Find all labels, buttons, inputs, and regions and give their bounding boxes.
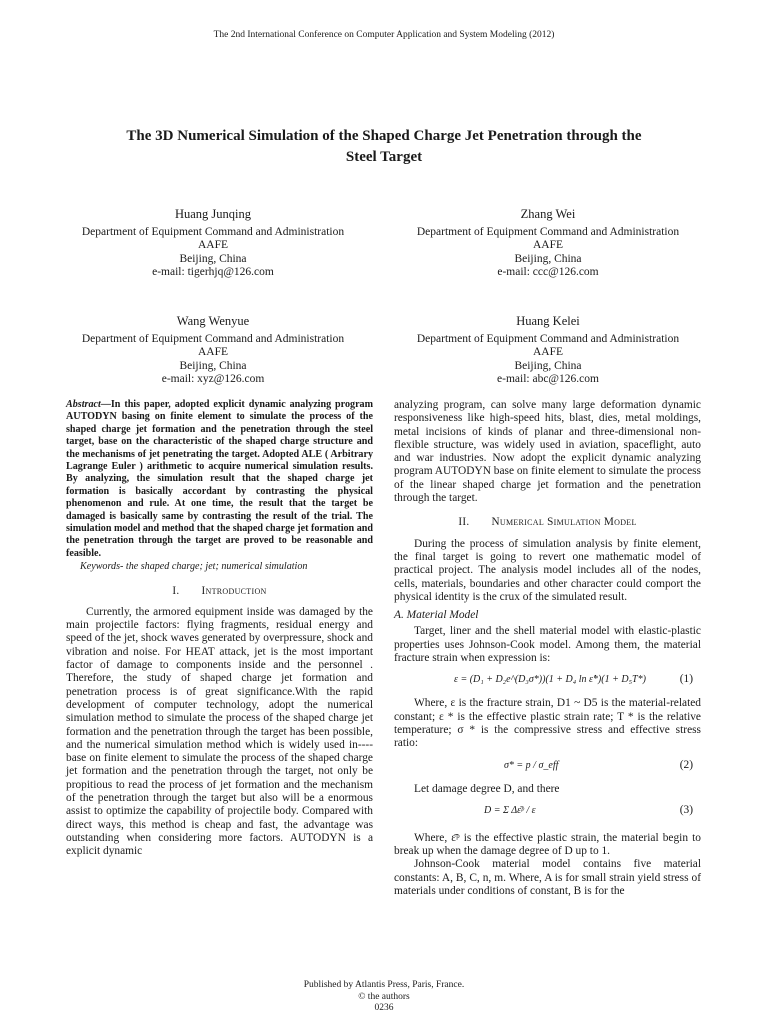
author-org: AAFE (197, 239, 229, 252)
keywords: Keywords- the shaped charge; jet; numerical simulation (80, 561, 308, 573)
equation-number: (1) (679, 673, 693, 686)
equation-formula: σ* = p / σ_eff (504, 759, 559, 771)
publisher-line: Published by Atlantis Press, Paris, France. (303, 980, 465, 990)
damage-paragraph: Let damage degree D, and there (414, 782, 560, 795)
author-block-3 (53, 315, 373, 387)
copyright-line: © the authors (358, 991, 410, 1002)
title-line-1: The 3D Numerical Simulation of the Shaped Charge Jet Penetration through the (126, 128, 642, 144)
johnson-cook-paragraph: Johnson-Cook material model contains five material constants: A, B, C, n, m. Where, A is for small strain yield stress of materials under conditions of constant, B is for the (394, 858, 701, 898)
author-block-2 (388, 208, 708, 280)
author-dept: Department of Equipment Command and Administration (81, 225, 345, 238)
equation-3 (394, 800, 701, 828)
model-paragraph: During the process of simulation analysis by finite element, the final target is going to revert one mathematic model of practical project. The analysis model includes all of the nodes, cells, materials, boundaries and other character could comport the physical identity is the crux of the simulated result. (394, 537, 701, 603)
author-block-4 (388, 315, 708, 387)
where-paragraph-1: Where, ε is the fracture strain, D1 ~ D5 is the material-related constant; ε * is the effective plastic strain rate; T * is the relative temperature; σ * is the compressive stress and effective stress ratio: (394, 697, 701, 750)
subsection-heading-material: A. Material Model (394, 609, 479, 622)
author-name: Huang Kelei (516, 314, 580, 328)
where-paragraph-3: Where, ε̄ᵖ is the effective plastic strain, the material begin to break up when the damage degree of D up to 1. (394, 831, 701, 858)
author-email: e-mail: abc@126.com (497, 373, 599, 386)
section-number: I. (172, 584, 180, 597)
author-city: Beijing, China (514, 252, 582, 265)
section-title: Introduction (201, 584, 267, 597)
material-paragraph: Target, liner and the shell material model with elastic-plastic properties uses Johnson-Cook model. Among them, the material fracture strain when expression is: (394, 625, 701, 665)
author-city: Beijing, China (179, 252, 247, 265)
section-number: II. (458, 516, 470, 529)
page-footer (0, 980, 768, 1015)
paper-title (60, 126, 708, 168)
equation-1 (394, 669, 701, 693)
title-line-2: Steel Target (345, 149, 423, 165)
author-org: AAFE (532, 239, 564, 252)
equation-number: (2) (679, 758, 693, 771)
abstract-body: —In this paper, adopted explicit dynamic analyzing program AUTODYN basing on finite element to simulate the process of the shaped charge jet formation and the penetration through the steel target, base on the characteristic of the shaped charge structure and the mechanisms of jet penetrating the target. Adopted ALE ( Arbitrary Lagrange Euler ) arithmetic to acquire numerical simulation results. By analyzing, the simulation result that the shaped charge jet formation is basically accordant by contrasting the physical phenomenon and rule. At one time, the result that the target be damaged is basically same by contrasting the result of the trial. The simulation model and method that the shaped charge jet formation and the penetration through the target are proved to be reasonable and feasible. (66, 399, 373, 559)
author-dept: Department of Equipment Command and Administration (81, 332, 345, 345)
author-org: AAFE (532, 346, 564, 359)
author-name: Wang Wenyue (176, 314, 250, 328)
author-dept: Department of Equipment Command and Administration (416, 225, 680, 238)
author-org: AAFE (197, 346, 229, 359)
author-name: Zhang Wei (520, 207, 576, 221)
equation-2 (394, 755, 701, 779)
author-city: Beijing, China (514, 359, 582, 372)
abstract (66, 399, 373, 560)
abstract-lead: Abstract (66, 399, 101, 410)
conference-header: The 2nd International Conference on Computer Application and System Modeling (2012) (213, 30, 555, 40)
equation-number: (3) (679, 803, 693, 816)
author-block-1 (53, 208, 373, 280)
section-heading-model (394, 516, 701, 529)
section-heading-introduction (66, 585, 373, 598)
author-email: e-mail: xyz@126.com (161, 373, 265, 386)
author-email: e-mail: ccc@126.com (497, 266, 599, 279)
intro-paragraph: Currently, the armored equipment inside was damaged by the main projectile factors: flying fragments, residual energy and speed of the jet, shock waves generated by overpressure, shock and vibration and noise. For HEAT attack, jet is the most important factor of damage to components inside and the personnel . Therefore, the study of shaped charge jet formation and penetration process is of great significance.With the rapid development of computer technology, adopt the numerical simulation method to simulate the process of the shaped charge jet formation and the penetration through the target has been possible, and the numerical simulation method which is widely used in---- base on finite element to simulate the process of the shaped charge jet formation and the penetration through the target, not only be propitious to read the process of jet formation and the mechanism of the penetration through the target but also will be a enormous assist to optimize the capability of projectile body. Compared with direct ways, this method is cheap and fast, the advantage was outstanding when considering more factors. AUTODYN is a explicit dynamic (66, 605, 373, 858)
equation-formula: ε = (D₁ + D₂e^(D₃σ*))(1 + D₄ ln ε̇*)(1 + D₅T*) (454, 674, 646, 686)
right-paragraph-1: analyzing program, can solve many large deformation dynamic responsiveness like high-speed hits, blast, dies, metal moldings, metal incisions of kinds of planar and three-dimensional non-flexible structure, was widely used in aviation, spaceflight, auto and war industries. Now adopt the explicit dynamic analyzing program AUTODYN base on finite element to simulate the process of the linear shaped charge jet formation and the penetration through the target. (394, 399, 701, 505)
right-column (394, 399, 701, 898)
section-title: Numerical Simulation Model (491, 516, 637, 529)
equation-formula: D = Σ Δε̄ᵖ / ε (484, 804, 536, 816)
page-number: 0236 (374, 1003, 394, 1013)
author-dept: Department of Equipment Command and Administration (416, 332, 680, 345)
author-city: Beijing, China (179, 359, 247, 372)
author-email: e-mail: tigerhjq@126.com (152, 266, 274, 279)
left-column (66, 399, 373, 859)
author-name: Huang Junqing (174, 207, 252, 221)
